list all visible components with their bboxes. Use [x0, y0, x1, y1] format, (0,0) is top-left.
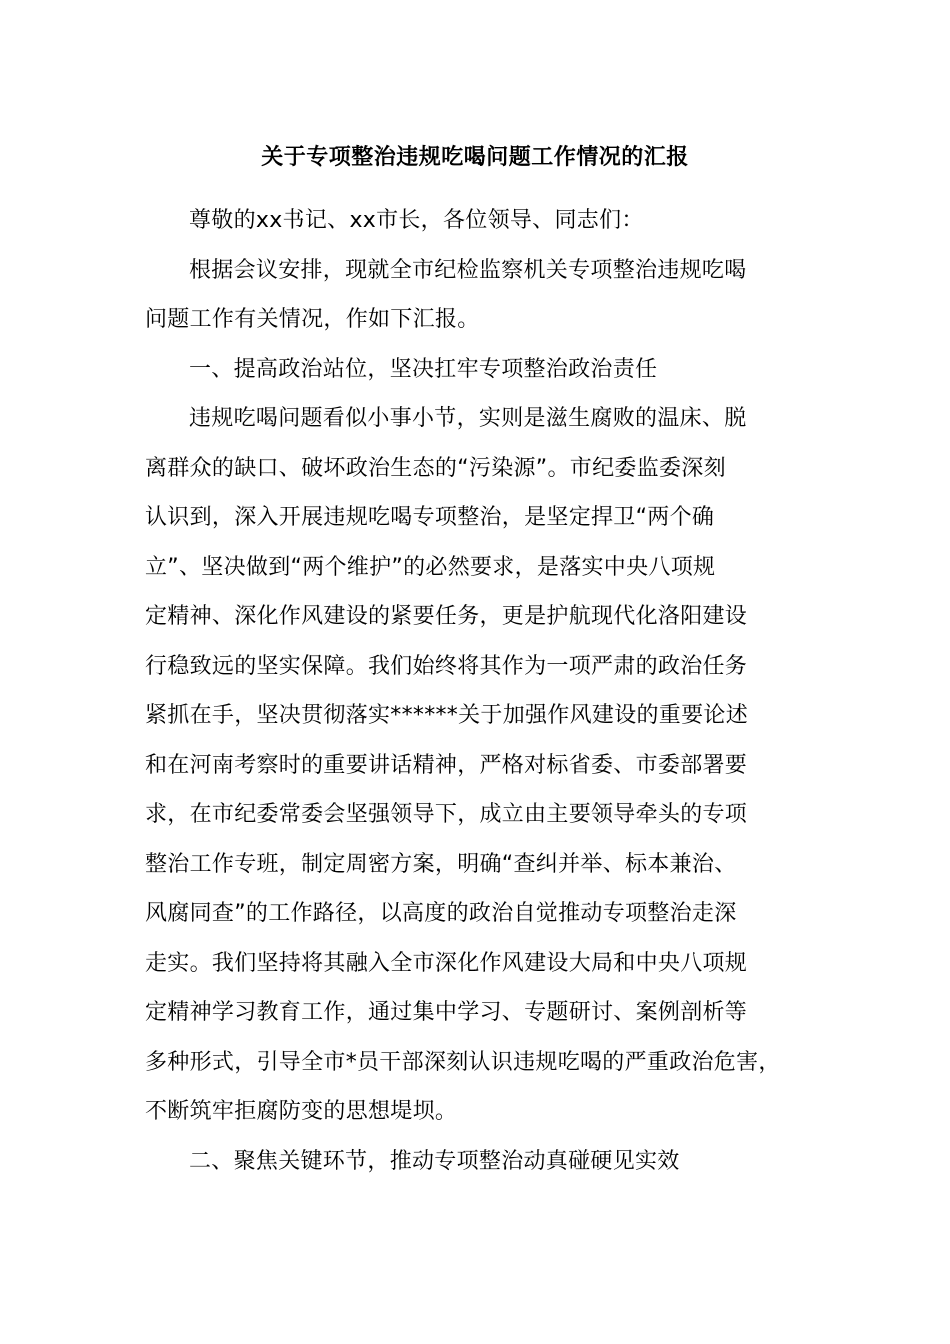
- document-title: 关于专项整治违规吃喝问题工作情况的汇报: [261, 145, 689, 170]
- para-1-line: 立”、坚决做到“两个维护”的必然要求，是落实中央八项规: [145, 554, 716, 580]
- para-1-line: 定精神学习教育工作，通过集中学习、专题研讨、案例剖析等: [145, 1000, 748, 1025]
- section-heading-2: 二、聚焦关键环节，推动专项整治动真碰硬见实效: [189, 1148, 680, 1174]
- para-1-line: 认识到，深入开展违规吃喝专项整治，是坚定捍卫“两个确: [145, 505, 715, 530]
- document-body: [145, 196, 813, 1186]
- para-1-line: 行稳致远的坚实保障。我们始终将其作为一项严肃的政治任务: [145, 653, 748, 679]
- para-1-line: 和在河南考察时的重要讲话精神，严格对标省委、市委部署要: [145, 752, 748, 778]
- section-heading-1: 一、提高政治站位，坚决扛牢专项整治政治责任: [189, 356, 658, 382]
- para-1-line: 走实。我们坚持将其融入全市深化作风建设大局和中央八项规: [145, 950, 748, 976]
- para-1-line: 风腐同查”的工作路径，以高度的政治自觉推动专项整治走深: [145, 901, 737, 926]
- para-1-line: 求，在市纪委常委会坚强领导下，成立由主要领导牵头的专项: [145, 802, 748, 827]
- para-1-line: 违规吃喝问题看似小事小节，实则是滋生腐败的温床、脱: [189, 406, 747, 431]
- para-1-line: 多种形式，引导全市*员干部深刻认识违规吃喝的严重政治危害，: [145, 1049, 781, 1075]
- intro-line-1: 根据会议安排，现就全市纪检监察机关专项整治违规吃喝: [189, 257, 747, 283]
- para-1-line: 离群众的缺口、破坏政治生态的“污染源”。市纪委监委深刻: [145, 455, 726, 481]
- para-1-line: 不断筑牢拒腐防变的思想堤坝。: [145, 1099, 458, 1124]
- para-1-line: 整治工作专班，制定周密方案，明确“查纠并举、标本兼治、: [145, 851, 737, 877]
- para-1-line: 定精神、深化作风建设的紧要任务，更是护航现代化洛阳建设: [145, 604, 748, 629]
- salutation: 尊敬的xx书记、xx市长，各位领导、同志们：: [189, 208, 644, 233]
- para-1-line: 紧抓在手，坚决贯彻落实******关于加强作风建设的重要论述: [145, 703, 749, 728]
- intro-line-2: 问题工作有关情况，作如下汇报。: [145, 307, 480, 332]
